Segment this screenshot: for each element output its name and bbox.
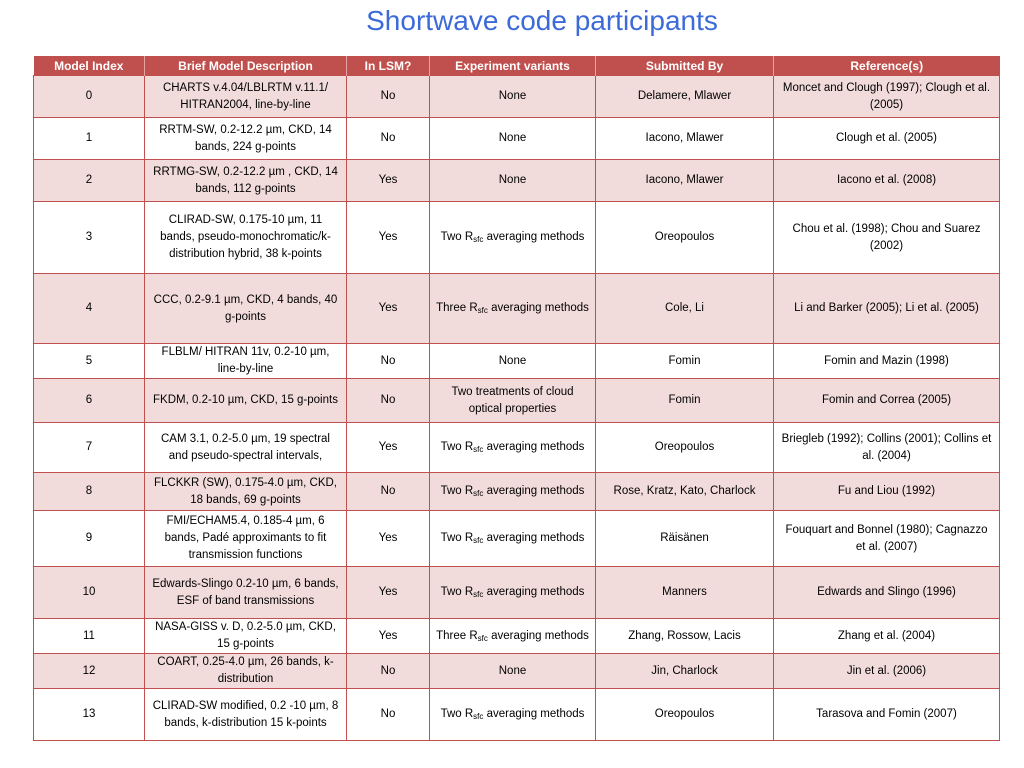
cell-in-lsm: Yes — [347, 619, 430, 654]
cell-model-index: 2 — [34, 160, 145, 202]
cell-in-lsm: No — [347, 118, 430, 160]
variants-subscript: sfc — [473, 489, 484, 498]
variants-text-prefix: Two R — [440, 485, 474, 497]
cell-references: Briegleb (1992); Collins (2001); Collins et al. (2004) — [774, 423, 1000, 473]
cell-experiment-variants — [430, 202, 596, 274]
cell-submitted-by: Zhang, Rossow, Lacis — [596, 619, 774, 654]
cell-in-lsm: No — [347, 76, 430, 118]
table-row — [34, 76, 1000, 118]
cell-submitted-by: Fomin — [596, 344, 774, 379]
cell-description: FLBLM/ HITRAN 11v, 0.2-10 µm, line-by-line — [145, 344, 347, 379]
cell-submitted-by: Delamere, Mlawer — [596, 76, 774, 118]
variants-text-prefix: Two R — [440, 231, 474, 243]
cell-submitted-by: Iacono, Mlawer — [596, 160, 774, 202]
cell-model-index: 6 — [34, 379, 145, 423]
variants-text-prefix: Three R — [436, 302, 478, 314]
header-row — [34, 56, 1000, 76]
cell-experiment-variants — [430, 619, 596, 654]
cell-references: Fouquart and Bonnel (1980); Cagnazzo et al. (2007) — [774, 511, 1000, 567]
table-row — [34, 379, 1000, 423]
cell-references: Edwards and Slingo (1996) — [774, 567, 1000, 619]
cell-model-index: 13 — [34, 689, 145, 741]
table-row — [34, 511, 1000, 567]
cell-references: Fomin and Mazin (1998) — [774, 344, 1000, 379]
cell-model-index: 11 — [34, 619, 145, 654]
variants-text-suffix: averaging methods — [487, 302, 589, 314]
cell-references: Clough et al. (2005) — [774, 118, 1000, 160]
variants-text-prefix: Three R — [436, 629, 478, 642]
table-row — [34, 689, 1000, 741]
cell-description: COART, 0.25-4.0 µm, 26 bands, k-distribution — [145, 654, 347, 689]
cell-experiment-variants — [430, 423, 596, 473]
cell-experiment-variants — [430, 274, 596, 344]
cell-description: RRTM-SW, 0.2-12.2 µm, CKD, 14 bands, 224 g-points — [145, 118, 347, 160]
variants-text-prefix: Two R — [440, 708, 474, 720]
cell-references: Moncet and Clough (1997); Clough et al. (2005) — [774, 76, 1000, 118]
cell-submitted-by: Räisänen — [596, 511, 774, 567]
cell-description: CHARTS v.4.04/LBLRTM v.11.1/ HITRAN2004, line-by-line — [145, 76, 347, 118]
cell-in-lsm: Yes — [347, 202, 430, 274]
header-model-index: Model Index — [34, 56, 145, 76]
variants-text-suffix: averaging methods — [483, 441, 585, 453]
cell-experiment-variants — [430, 567, 596, 619]
cell-description: FLCKKR (SW), 0.175-4.0 µm, CKD, 18 bands, 69 g-points — [145, 473, 347, 511]
cell-description: RRTMG-SW, 0.2-12.2 µm , CKD, 14 bands, 112 g-points — [145, 160, 347, 202]
variants-text-suffix: averaging methods — [483, 532, 585, 544]
cell-in-lsm: No — [347, 654, 430, 689]
cell-experiment-variants: None — [430, 76, 596, 118]
cell-model-index: 4 — [34, 274, 145, 344]
variants-text-suffix: averaging methods — [483, 586, 585, 598]
cell-references: Fu and Liou (1992) — [774, 473, 1000, 511]
variants-subscript: sfc — [473, 536, 484, 545]
cell-description: FKDM, 0.2-10 µm, CKD, 15 g-points — [145, 379, 347, 423]
cell-model-index: 9 — [34, 511, 145, 567]
cell-references: Tarasova and Fomin (2007) — [774, 689, 1000, 741]
cell-in-lsm: Yes — [347, 274, 430, 344]
cell-submitted-by: Jin, Charlock — [596, 654, 774, 689]
cell-model-index: 0 — [34, 76, 145, 118]
cell-experiment-variants: None — [430, 118, 596, 160]
cell-in-lsm: No — [347, 344, 430, 379]
cell-references: Zhang et al. (2004) — [774, 619, 1000, 654]
cell-references: Iacono et al. (2008) — [774, 160, 1000, 202]
cell-submitted-by: Oreopoulos — [596, 689, 774, 741]
cell-experiment-variants: None — [430, 344, 596, 379]
cell-model-index: 12 — [34, 654, 145, 689]
header-in-lsm: In LSM? — [347, 56, 430, 76]
cell-in-lsm: Yes — [347, 567, 430, 619]
table-row — [34, 344, 1000, 379]
cell-experiment-variants — [430, 689, 596, 741]
header-experiment-variants: Experiment variants — [430, 56, 596, 76]
cell-submitted-by: Cole, Li — [596, 274, 774, 344]
cell-model-index: 8 — [34, 473, 145, 511]
cell-references: Li and Barker (2005); Li et al. (2005) — [774, 274, 1000, 344]
cell-in-lsm: No — [347, 689, 430, 741]
cell-in-lsm: No — [347, 379, 430, 423]
cell-experiment-variants — [430, 511, 596, 567]
cell-experiment-variants — [430, 473, 596, 511]
cell-experiment-variants: None — [430, 654, 596, 689]
cell-description: CLIRAD-SW, 0.175-10 µm, 11 bands, pseudo-monochromatic/k-distribution hybrid, 38 k-points — [145, 202, 347, 274]
cell-description: FMI/ECHAM5.4, 0.185-4 µm, 6 bands, Padé approximants to fit transmission functions — [145, 511, 347, 567]
variants-text-suffix: averaging methods — [487, 629, 589, 642]
cell-in-lsm: Yes — [347, 423, 430, 473]
variants-text-suffix: averaging methods — [483, 485, 585, 497]
cell-description: NASA-GISS v. D, 0.2-5.0 µm, CKD, 15 g-points — [145, 619, 347, 654]
table-row — [34, 423, 1000, 473]
variants-text-suffix: averaging methods — [483, 708, 585, 720]
cell-submitted-by: Rose, Kratz, Kato, Charlock — [596, 473, 774, 511]
page-title: Shortwave code participants — [366, 5, 718, 36]
variants-text-prefix: Two R — [440, 441, 474, 453]
table-row — [34, 473, 1000, 511]
table-row — [34, 567, 1000, 619]
cell-submitted-by: Iacono, Mlawer — [596, 118, 774, 160]
variants-text-prefix: Two R — [440, 532, 474, 544]
table-row — [34, 202, 1000, 274]
variants-text-prefix: Two R — [440, 586, 474, 598]
cell-description: CLIRAD-SW modified, 0.2 -10 µm, 8 bands, k-distribution 15 k-points — [145, 689, 347, 741]
variants-subscript: sfc — [477, 633, 488, 643]
cell-references: Fomin and Correa (2005) — [774, 379, 1000, 423]
header-submitted-by: Submitted By — [596, 56, 774, 76]
variants-subscript: sfc — [473, 235, 484, 244]
cell-in-lsm: No — [347, 473, 430, 511]
cell-experiment-variants: Two treatments of cloud optical properties — [430, 379, 596, 423]
table-row — [34, 654, 1000, 689]
cell-description: Edwards-Slingo 0.2-10 µm, 6 bands, ESF of band transmissions — [145, 567, 347, 619]
cell-references: Chou et al. (1998); Chou and Suarez (2002) — [774, 202, 1000, 274]
table-row — [34, 274, 1000, 344]
cell-submitted-by: Oreopoulos — [596, 202, 774, 274]
cell-model-index: 7 — [34, 423, 145, 473]
cell-experiment-variants: None — [430, 160, 596, 202]
cell-in-lsm: Yes — [347, 511, 430, 567]
cell-model-index: 3 — [34, 202, 145, 274]
variants-subscript: sfc — [473, 712, 484, 721]
cell-model-index: 10 — [34, 567, 145, 619]
table-row — [34, 160, 1000, 202]
cell-description: CAM 3.1, 0.2-5.0 µm, 19 spectral and pseudo-spectral intervals, — [145, 423, 347, 473]
variants-subscript: sfc — [473, 445, 484, 454]
participants-table — [33, 56, 1000, 741]
variants-text-suffix: averaging methods — [483, 231, 585, 243]
cell-submitted-by: Fomin — [596, 379, 774, 423]
cell-submitted-by: Oreopoulos — [596, 423, 774, 473]
cell-model-index: 1 — [34, 118, 145, 160]
cell-description: CCC, 0.2-9.1 µm, CKD, 4 bands, 40 g-points — [145, 274, 347, 344]
header-references: Reference(s) — [774, 56, 1000, 76]
header-brief-model-description: Brief Model Description — [145, 56, 347, 76]
cell-in-lsm: Yes — [347, 160, 430, 202]
table-row — [34, 118, 1000, 160]
table-row — [34, 619, 1000, 654]
cell-model-index: 5 — [34, 344, 145, 379]
cell-submitted-by: Manners — [596, 567, 774, 619]
cell-references: Jin et al. (2006) — [774, 654, 1000, 689]
variants-subscript: sfc — [473, 590, 484, 599]
variants-subscript: sfc — [477, 306, 488, 315]
